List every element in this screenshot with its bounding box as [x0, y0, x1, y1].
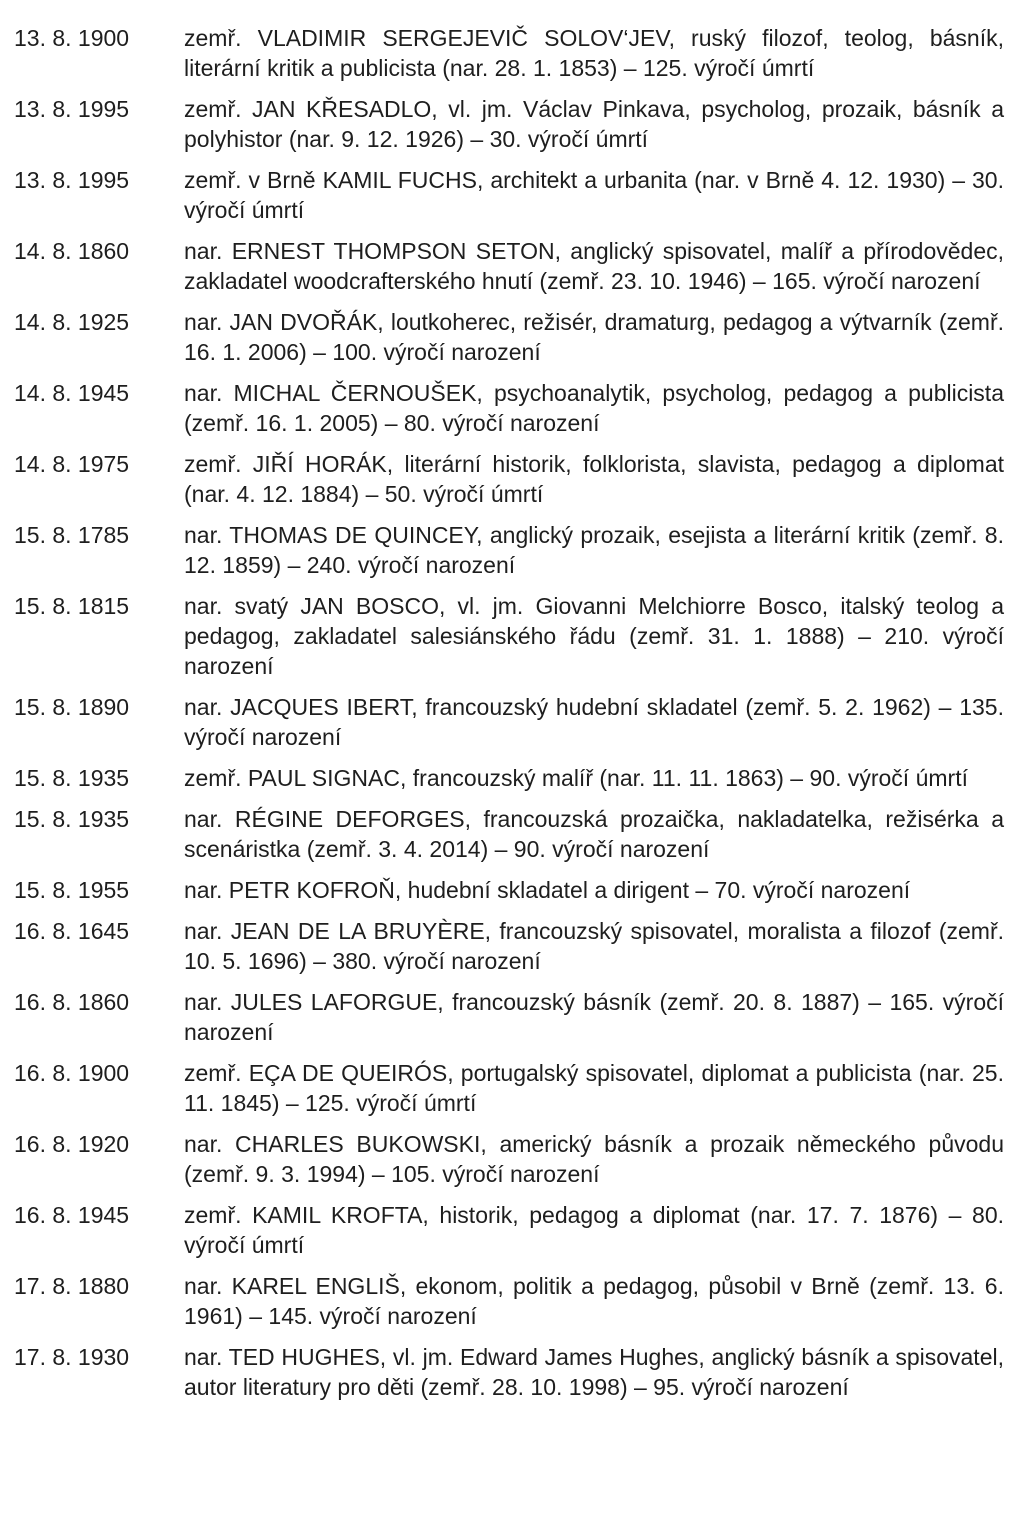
entry-text: nar. svatý JAN BOSCO, vl. jm. Giovanni Melchiorre Bosco, italský teolog a pedagog, zakladatel salesiánského řádu (zemř. 31. 1. 1888) – 210. výročí narození [184, 593, 1004, 679]
entry [14, 1200, 1004, 1260]
entry [14, 165, 1004, 225]
entry-date: 13. 8. 1900 [14, 25, 130, 51]
entry [14, 591, 1004, 681]
entry [14, 1129, 1004, 1189]
entry [14, 307, 1004, 367]
entry [14, 236, 1004, 296]
entry [14, 1058, 1004, 1118]
entry [14, 804, 1004, 864]
entry-date: 14. 8. 1945 [14, 380, 130, 406]
entry-date: 16. 8. 1900 [14, 1060, 130, 1086]
entry-date: 13. 8. 1995 [14, 96, 130, 122]
entry-date: 14. 8. 1860 [14, 238, 130, 264]
entry-date: 16. 8. 1920 [14, 1131, 130, 1157]
entry [14, 916, 1004, 976]
entry-text: zemř. v Brně KAMIL FUCHS, architekt a urbanita (nar. v Brně 4. 12. 1930) – 30. výročí úmrtí [184, 167, 1004, 223]
entry [14, 1342, 1004, 1402]
entry-text: nar. RÉGINE DEFORGES, francouzská prozaička, nakladatelka, režisérka a scenáristka (zemř. 3. 4. 2014) – 90. výročí narození [184, 806, 1004, 862]
entry [14, 763, 1004, 793]
entry-date: 17. 8. 1880 [14, 1273, 130, 1299]
entry-text: zemř. KAMIL KROFTA, historik, pedagog a diplomat (nar. 17. 7. 1876) – 80. výročí úmrtí [184, 1202, 1004, 1258]
entry-text: nar. JAN DVOŘÁK, loutkoherec, režisér, dramaturg, pedagog a výtvarník (zemř. 16. 1. 2006) – 100. výročí narození [184, 309, 1004, 365]
entry-text: nar. TED HUGHES, vl. jm. Edward James Hughes, anglický básník a spisovatel, autor literatury pro děti (zemř. 28. 10. 1998) – 95. výročí narození [184, 1344, 1004, 1400]
entry-text: zemř. EÇA DE QUEIRÓS, portugalský spisovatel, diplomat a publicista (nar. 25. 11. 1845) – 125. výročí úmrtí [184, 1060, 1004, 1116]
entry [14, 987, 1004, 1047]
entry-text: nar. JEAN DE LA BRUYÈRE, francouzský spisovatel, moralista a filozof (zemř. 10. 5. 1696) – 380. výročí narození [184, 918, 1004, 974]
entry-text: nar. KAREL ENGLIŠ, ekonom, politik a pedagog, působil v Brně (zemř. 13. 6. 1961) – 145. výročí narození [184, 1273, 1004, 1329]
entry [14, 449, 1004, 509]
entry-date: 16. 8. 1945 [14, 1202, 130, 1228]
entry-date: 15. 8. 1785 [14, 522, 130, 548]
entry [14, 692, 1004, 752]
entry-text: nar. JULES LAFORGUE, francouzský básník (zemř. 20. 8. 1887) – 165. výročí narození [184, 989, 1004, 1045]
entry-date: 15. 8. 1815 [14, 593, 130, 619]
entry-text: nar. JACQUES IBERT, francouzský hudební skladatel (zemř. 5. 2. 1962) – 135. výročí narození [184, 694, 1004, 750]
entry-text: zemř. VLADIMIR SERGEJEVIČ SOLOV‘JEV, ruský filozof, teolog, básník, literární kritik a publicista (nar. 28. 1. 1853) – 125. výročí úmrtí [184, 25, 1004, 81]
entry-date: 17. 8. 1930 [14, 1344, 130, 1370]
entry-date: 15. 8. 1935 [14, 765, 130, 791]
entry-text: zemř. JIŘÍ HORÁK, literární historik, folklorista, slavista, pedagog a diplomat (nar. 4. 12. 1884) – 50. výročí úmrtí [184, 451, 1004, 507]
entry-text: nar. MICHAL ČERNOUŠEK, psychoanalytik, psycholog, pedagog a publicista (zemř. 16. 1. 2005) – 80. výročí narození [184, 380, 1004, 436]
entry [14, 520, 1004, 580]
entry-date: 16. 8. 1645 [14, 918, 130, 944]
entry-text: zemř. JAN KŘESADLO, vl. jm. Václav Pinkava, psycholog, prozaik, básník a polyhistor (nar. 9. 12. 1926) – 30. výročí úmrtí [184, 96, 1004, 152]
entry-date: 13. 8. 1995 [14, 167, 130, 193]
entry-date: 15. 8. 1955 [14, 877, 130, 903]
entry [14, 378, 1004, 438]
entry-text: nar. ERNEST THOMPSON SETON, anglický spisovatel, malíř a přírodovědec, zakladatel woodcrafterského hnutí (zemř. 23. 10. 1946) – 165. výročí narození [184, 238, 1004, 294]
entry-date: 15. 8. 1935 [14, 806, 130, 832]
entry-text: nar. PETR KOFROŇ, hudební skladatel a dirigent – 70. výročí narození [184, 877, 911, 903]
entry [14, 94, 1004, 154]
entry-date: 16. 8. 1860 [14, 989, 130, 1015]
entry-date: 14. 8. 1975 [14, 451, 130, 477]
entry-text: nar. CHARLES BUKOWSKI, americký básník a prozaik německého původu (zemř. 9. 3. 1994) – 105. výročí narození [184, 1131, 1004, 1187]
entry [14, 1271, 1004, 1331]
entry [14, 875, 1004, 905]
entry-text: nar. THOMAS DE QUINCEY, anglický prozaik, esejista a literární kritik (zemř. 8. 12. 1859) – 240. výročí narození [184, 522, 1004, 578]
entry [14, 23, 1004, 83]
entry-date: 14. 8. 1925 [14, 309, 130, 335]
entry-text: zemř. PAUL SIGNAC, francouzský malíř (nar. 11. 11. 1863) – 90. výročí úmrtí [184, 765, 968, 791]
entry-date: 15. 8. 1890 [14, 694, 130, 720]
